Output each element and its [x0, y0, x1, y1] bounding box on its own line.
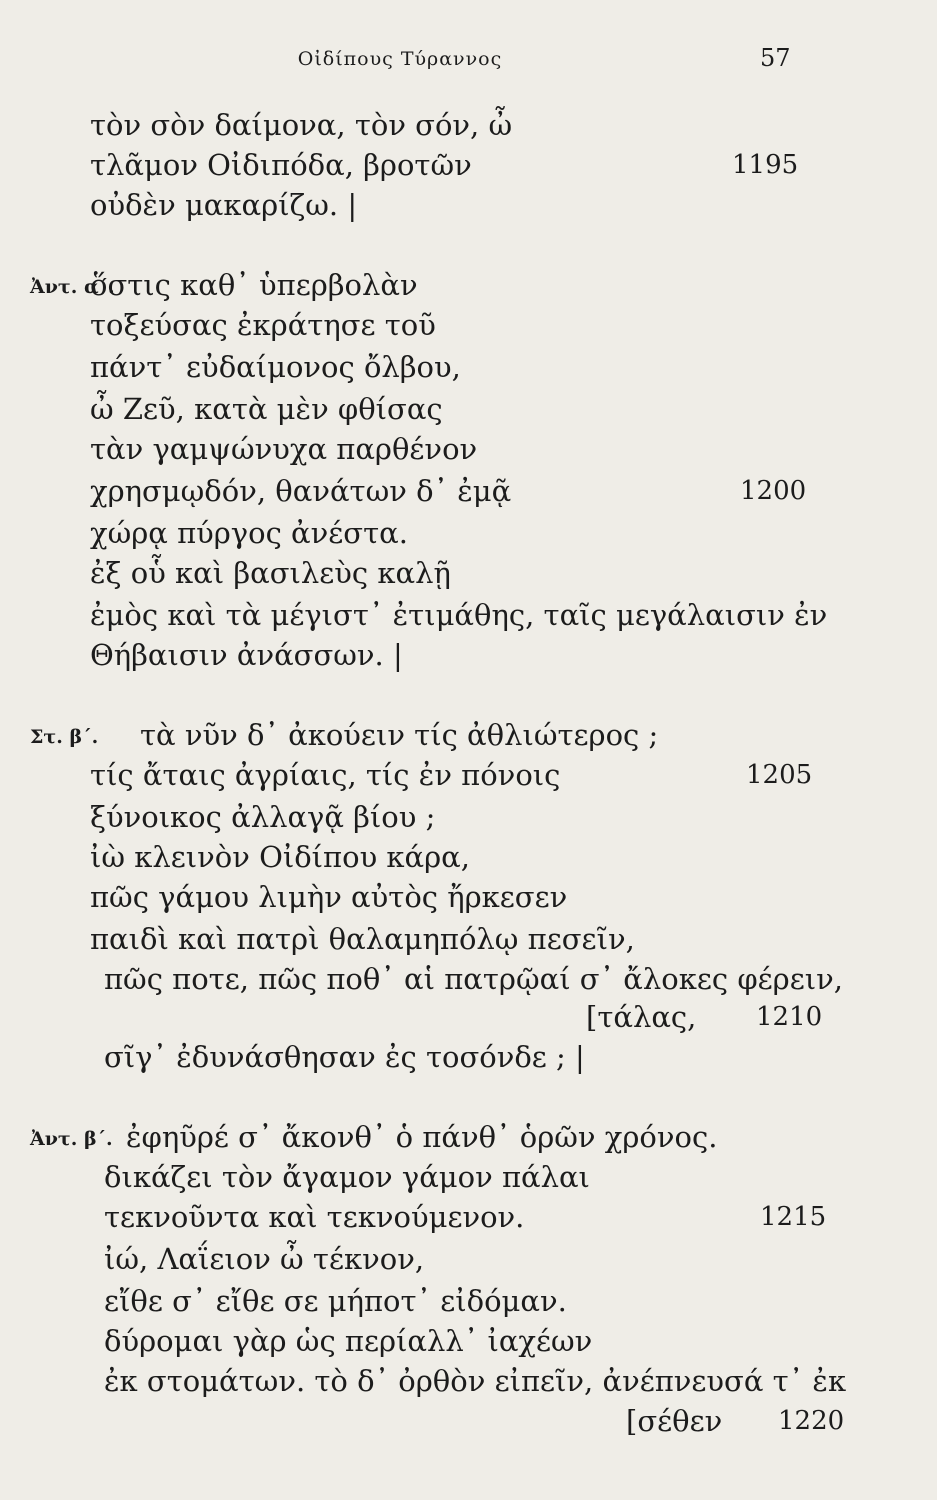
- verse-line: [0, 840, 937, 884]
- verse-line: [0, 432, 937, 476]
- verse-text: πῶς ποτε, πῶς ποθ᾽ αἱ πατρῷαί σ᾽ ἄλοκες φέρειν,: [104, 962, 843, 996]
- verse-text: ἐξ οὗ καὶ βασιλεὺς καλῇ: [90, 556, 451, 590]
- strophe-marker: Στ. β΄.: [30, 726, 99, 748]
- verse-line: [0, 350, 937, 394]
- verse-text: τὸν σὸν δαίμονα, τὸν σόν, ὦ: [90, 108, 513, 142]
- verse-text: τὰ νῦν δ᾽ ἀκούειν τίς ἀθλιώτερος ;: [140, 718, 659, 752]
- verse-line: [0, 1120, 937, 1164]
- verse-line: [0, 1000, 937, 1044]
- line-number: 1195: [732, 150, 799, 180]
- verse-text: Θήβαισιν ἀνάσσων. |: [90, 638, 403, 672]
- verse-text: χρησμῳδόν, θανάτων δ᾽ ἐμᾷ: [90, 474, 512, 508]
- verse-text: παιδὶ καὶ πατρὶ θαλαμηπόλῳ πεσεῖν,: [90, 922, 635, 956]
- verse-text: ἐφηῦρέ σ᾽ ἄκονθ᾽ ὁ πάνθ᾽ ὁρῶν χρόνος.: [126, 1120, 718, 1154]
- verse-text: τεκνοῦντα καὶ τεκνούμενον.: [104, 1200, 525, 1234]
- verse-line: [0, 1324, 937, 1368]
- verse-text: δικάζει τὸν ἄγαμον γάμον πάλαι: [104, 1160, 590, 1194]
- verse-text: ἐμὸς καὶ τὰ μέγιστ᾽ ἐτιμάθης, ταῖς μεγάλαισιν ἐν: [90, 598, 828, 632]
- verse-text: τὰν γαμψώνυχα παρθένον: [90, 432, 478, 466]
- verse-line: [0, 1200, 937, 1244]
- line-number: 1200: [740, 476, 807, 506]
- verse-text: ἰὼ κλεινὸν Οἰδίπου κάρα,: [90, 840, 470, 874]
- verse-line: [0, 392, 937, 436]
- verse-text: πῶς γάμου λιμὴν αὐτὸς ἤρκεσεν: [90, 880, 568, 914]
- verse-line: [0, 1364, 937, 1408]
- verse-text: [σέθεν: [626, 1404, 723, 1438]
- verse-text: δύρομαι γὰρ ὡς περίαλλ᾽ ἰαχέων: [104, 1324, 593, 1358]
- verse-line: [0, 308, 937, 352]
- verse-text: ξύνοικος ἀλλαγᾷ βίου ;: [90, 800, 436, 834]
- verse-line: [0, 1040, 937, 1084]
- verse-line: [0, 188, 937, 232]
- verse-line: [0, 880, 937, 924]
- verse-text: τλᾶμον Οἰδιπόδα, βροτῶν: [90, 148, 472, 182]
- verse-text: ἐκ στομάτων. τὸ δ᾽ ὀρθὸν εἰπεῖν, ἀνέπνευσά τ᾽ ἐκ: [104, 1364, 847, 1398]
- verse-line: [0, 268, 937, 312]
- verse-line: [0, 148, 937, 192]
- strophe-marker: Ἀντ. β΄.: [30, 1128, 113, 1150]
- verse-line: [0, 474, 937, 518]
- verse-text: τίς ἄταις ἀγρίαις, τίς ἐν πόνοις: [90, 758, 561, 792]
- verse-text: σῖγ᾽ ἐδυνάσθησαν ἐς τοσόνδε ; |: [104, 1040, 585, 1074]
- verse-line: [0, 1242, 937, 1286]
- verse-line: [0, 1284, 937, 1328]
- verse-line: [0, 108, 937, 152]
- verse-text: εἴθε σ᾽ εἴθε σε μήποτ᾽ εἰδόμαν.: [104, 1284, 567, 1318]
- line-number: 1220: [778, 1406, 845, 1436]
- verse-line: [0, 718, 937, 762]
- verse-text: τοξεύσας ἐκράτησε τοῦ: [90, 308, 436, 342]
- verse-line: [0, 1404, 937, 1448]
- strophe-marker: Ἀντ. α΄.: [30, 276, 115, 298]
- running-title: Οἰδίπους Τύραννος: [297, 48, 503, 70]
- verse-text: ὦ Ζεῦ, κατὰ μὲν φθίσας: [90, 392, 443, 426]
- verse-line: [0, 516, 937, 560]
- verse-line: [0, 556, 937, 600]
- verse-line: [0, 638, 937, 682]
- verse-text: [τάλας,: [586, 1000, 697, 1034]
- line-number: 1210: [756, 1002, 823, 1032]
- verse-line: [0, 1160, 937, 1204]
- verse-text: ὅστις καθ᾽ ὑπερβολὰν: [90, 268, 418, 302]
- verse-line: [0, 800, 937, 844]
- page-number: 57: [760, 44, 791, 72]
- line-number: 1215: [760, 1202, 827, 1232]
- verse-text: πάντ᾽ εὐδαίμονος ὄλβου,: [90, 350, 461, 384]
- verse-line: [0, 598, 937, 642]
- verse-text: χώρᾳ πύργος ἀνέστα.: [90, 516, 408, 550]
- verse-text: ἰώ, Λαΐειον ὦ τέκνον,: [104, 1242, 425, 1276]
- verse-line: [0, 922, 937, 966]
- line-number: 1205: [746, 760, 813, 790]
- verse-text: οὐδὲν μακαρίζω. |: [90, 188, 358, 222]
- verse-line: [0, 758, 937, 802]
